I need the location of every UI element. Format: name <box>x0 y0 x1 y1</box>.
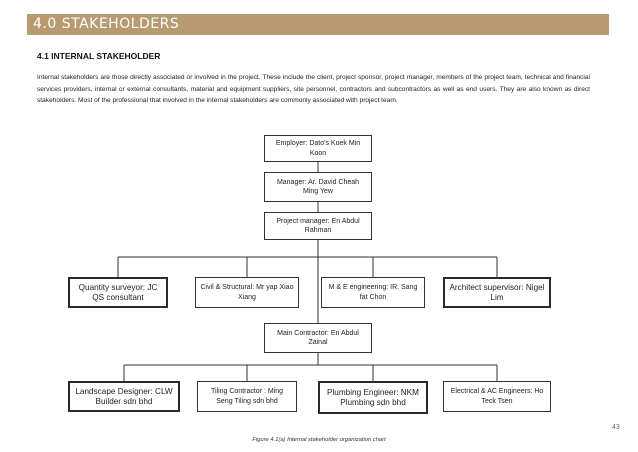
page-number: 43 <box>612 424 620 431</box>
node-manager: Manager: Ar. David Cheah Ming Yew <box>264 172 372 202</box>
section-title: 4.1 INTERNAL STAKEHOLDER <box>37 51 161 61</box>
node-tiling-contractor: Tiling Contractor : Ming Seng Tiling sdn bhd <box>197 381 297 412</box>
banner-title: 4.0 STAKEHOLDERS <box>33 16 180 32</box>
body-paragraph: Internal stakeholders are those directly associated or involved in the project. These include the client, project sponsor, project manager, members of the project team, technical and financial services providers, internal or external consultants, material and equipment suppliers, site personnel, contractors and subcontractors as well as end users. They are also known as direct stakeholders. Most of the professional that involved in the internal stakeholders are commonly associated with project team. <box>37 74 590 104</box>
node-plumbing-engineer: Plumbing Engineer: NKM Plumbing sdn bhd <box>318 381 428 414</box>
node-landscape-designer: Landscape Designer: CLW Builder sdn bhd <box>68 381 180 412</box>
figure-caption: Figure 4.1(a) Internal stakeholder organization chart <box>252 437 386 443</box>
node-civil-structural: Civil & Structural: Mr yap Xiao Xiang <box>195 277 299 308</box>
node-electrical-ac: Electrical & AC Engineers: Ho Teck Tsen <box>443 381 551 412</box>
node-quantity-surveyor: Quantity surveyor: JC QS consultant <box>68 277 168 308</box>
node-me-engineering: M & E engineering: IR. Sang fat Chon <box>321 277 425 308</box>
node-employer: Employer: Dato's Koek Min Koon <box>264 135 372 162</box>
node-main-contractor: Main Contractor: En Abdul Zainal <box>264 323 372 353</box>
node-architect-supervisor: Architect supervisor: Nigel Lim <box>443 277 551 308</box>
node-project-manager: Project manager: En Abdul Rahman <box>264 212 372 240</box>
